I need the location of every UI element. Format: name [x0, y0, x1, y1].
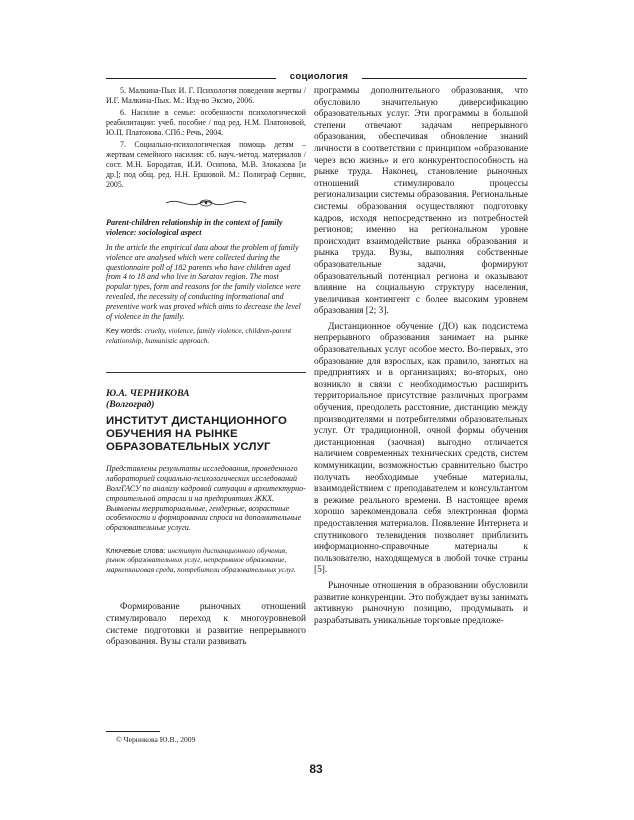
- article-title: ИНСТИТУТ ДИСТАНЦИОННОГО ОБУЧЕНИЯ НА РЫНКЕ ОБРАЗОВАТЕЛЬНЫХ УСЛУГ: [106, 415, 288, 454]
- article-divider: [106, 372, 306, 373]
- flourish-icon: [164, 196, 248, 210]
- english-keywords-label: Key words:: [106, 326, 143, 336]
- header-rule-right: [362, 78, 527, 79]
- body-paragraph: Рыночные отношения в образовании обусловили развитие конкуренции. Это побуждает вузы занимать активную рыночную позицию, продумывать и разрабатывать уникальные торговые предложе-: [314, 580, 528, 626]
- left-body-text: [106, 602, 306, 648]
- body-paragraph: Дистанционное обучение (ДО) как подсистема непрерывного образования занимает на рынке образовательных услуг особое место. Во-первых, это образование для взрослых, как правило, занятых на предприятиях и в организациях; во-вторых, оно возникло в связи с необходимостью расширить территориальное присутствие различных программ обучения, преодолеть расстояние, дистанцию между производителями и потребителями образовательных услуг. От традиционной, очной формы обучения дистанционная (заочная) выгодно отличается наличием современных технических средств, систем коммуникации, возможностью сравнительно быстро получать необходимые учебные материалы, взаимодействием с преподавателем и консультантом в режиме реального времени. В настоящее время хорошо зарекомендовала себя электронная форма предоставления материалов. Появление Интернета и спутникового телевидения позволяет приблизить информационно-справочные материалы к пользователю, находящемуся в любой точке страны [5].: [314, 321, 528, 576]
- reference-item: 5. Малкина-Пых И. Г. Психология поведения жертвы / И.Г. Малкина-Пых. М.: Изд-во Эксмо, 2006.: [106, 86, 306, 105]
- ornament-divider: [106, 196, 306, 210]
- english-keywords-text: cruelty, violence, family violence, children-parent relationship, humanistic approach.: [106, 326, 292, 345]
- english-title: Parent-children relationship in the context of family violence: sociological aspect: [106, 218, 283, 237]
- right-column: [314, 86, 528, 627]
- copyright-footnote: [106, 731, 306, 744]
- english-keywords: [106, 326, 306, 345]
- running-header: [106, 72, 527, 84]
- body-paragraph: программы дополнительного образования, что обусловило значительную диверсификацию образовательных услуг. Эти программы в большой степени отвечают задачам непрерывного образования, обеспечивая обновление знаний личности в соответствии с принципом «образование через всю жизнь» и его конкурентоспособность на рынке труда. Наконец, становление рыночных отношений стимулировало процессы регионализации системы образования. Региональные системы образования осуществляют подготовку кадров, исходя непосредственно из потребностей регионов; именно на региональном уровне происходит взаимодействие рынка образования и рынка труда. Вузы, выполняя собственные образовательные задачи, формируют образовательный потенциал региона и оказывают влияние на социальную структуру населения, увеличивая контингент с более высоким уровнем образования [2; 3].: [314, 86, 528, 317]
- header-rule-left: [106, 78, 276, 79]
- reference-item: 6. Насилие в семье: особенности психологической реабилитации: учеб. пособие / под ред. Н.М. Платоновой, Ю.П. Платонова. СПб.: Речь, 2004.: [106, 108, 306, 137]
- author-city: (Волгоград): [106, 399, 155, 411]
- reference-list: [106, 86, 306, 190]
- right-body-text: [314, 86, 528, 627]
- article-abstract: Представлены результаты исследования, проведенного лабораторией социально-психологических исследований ВолгГАСУ по анализу кадровой ситуации в архитектурно-строительной отрасли и на предприятиях ЖКХ. Выявлены территориальные, гендерные, возрастные особенности и формировании спроса на дополнительные образовательные услуги.: [106, 464, 306, 533]
- left-column: [106, 86, 306, 649]
- article-keywords: [106, 546, 306, 575]
- copyright-text: © Черникова Ю.В., 2009: [116, 735, 196, 744]
- keywords-label: Ключевые слова:: [106, 545, 166, 555]
- english-abstract: In the article the empirical data about the problem of family violence are analysed which were collected during the questionnaire poll of 182 parents who have children aged from 4 to 18 and who live in Saratov region. The most popular types, form and reasons for the family violence were revealed, the necessity of conducting informational and preventive work was proved which aims to decrease the level of violence in the family.: [106, 243, 301, 321]
- footnote-rule: [106, 731, 160, 732]
- page-number: 83: [309, 762, 323, 776]
- body-paragraph: Формирование рыночных отношений стимулировало переход к многоуровневой системе подготовки и развитие непрерывного образования. Вузы стали развивать: [106, 602, 306, 648]
- author-name: Ю.А. ЧЕРНИКОВА: [106, 388, 190, 400]
- keywords-text: институт дистанционного обучения, рынок образовательных услуг, непрерывное образование, маркетинговая среда, потребители образовательных услуг.: [106, 545, 296, 574]
- section-title: социология: [289, 71, 349, 82]
- reference-item: 7. Социально-психологическая помощь детям – жертвам семейного насилия: сб. науч.-метод. материалов / сост. М.Н. Бородатая, И.И. Осипова, М.В. Злоказова [и др.]; под общ. ред. Н.Н. Ершовой. М.: Полиграф Сервис, 2005.: [106, 140, 306, 189]
